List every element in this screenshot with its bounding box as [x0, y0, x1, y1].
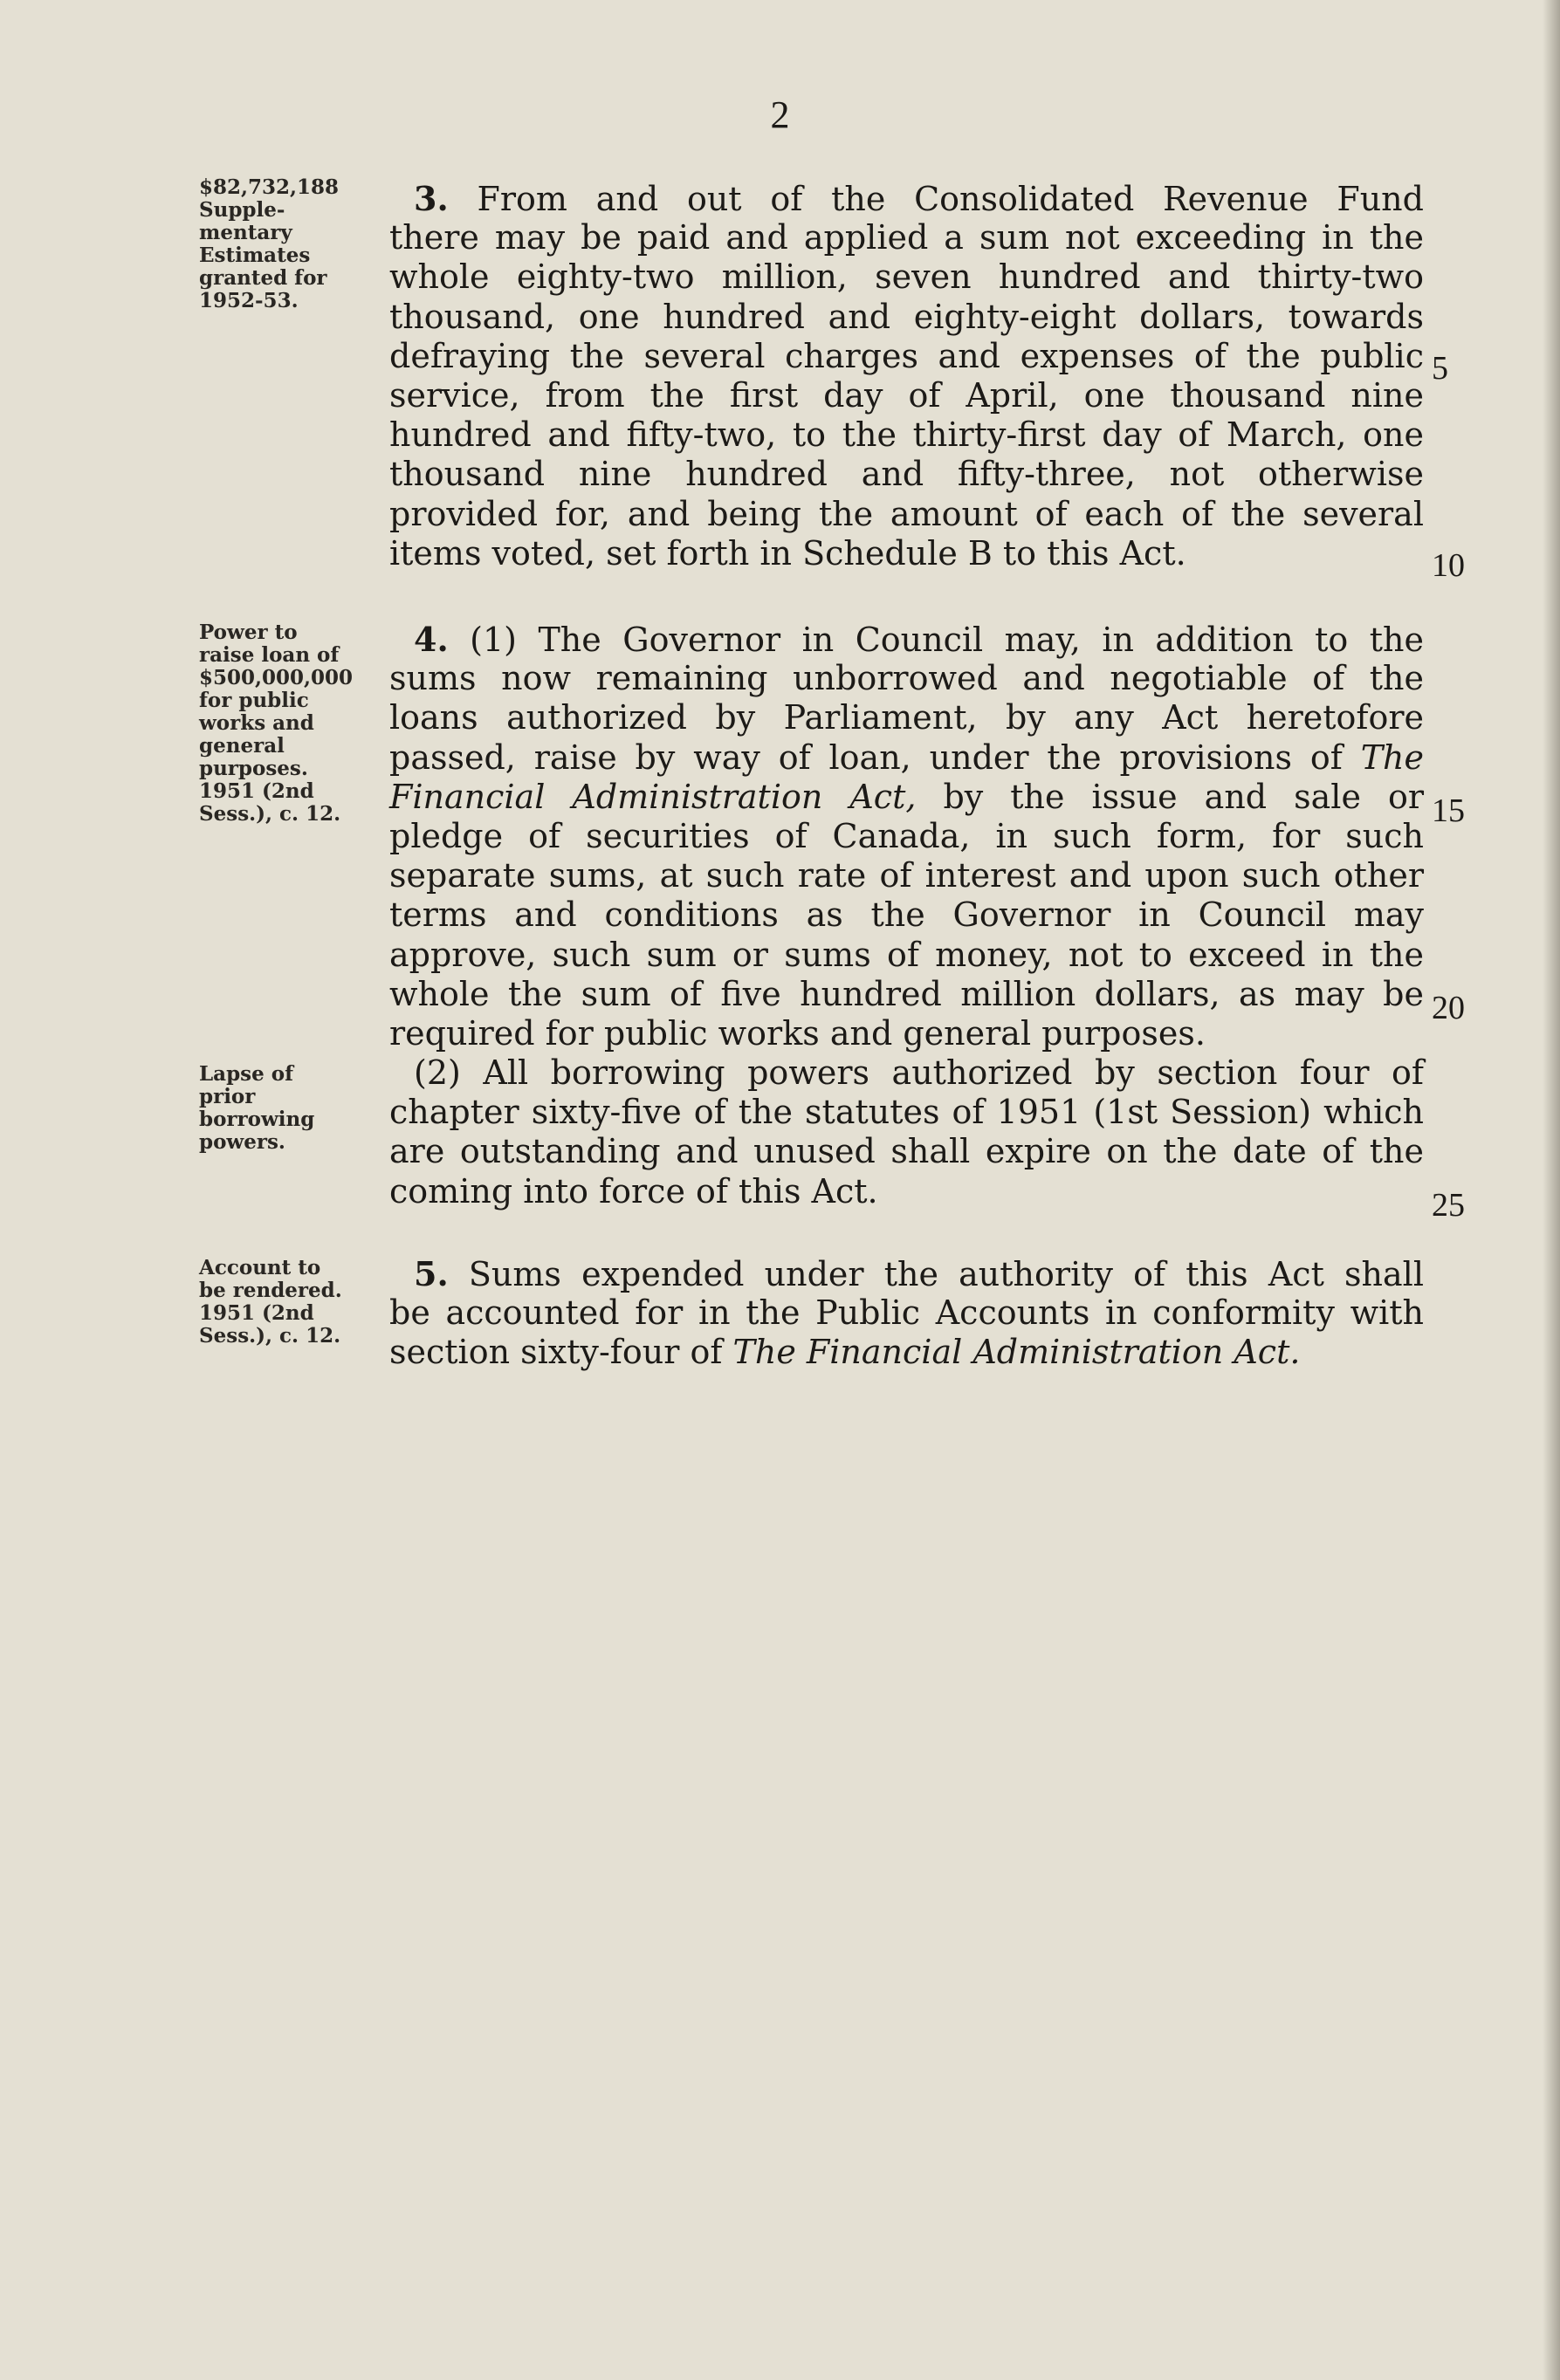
body-line: provided for, and being the amount of each of the several [389, 494, 1424, 533]
margin-note-line: mentary [199, 221, 292, 244]
margin-note-line: powers. [199, 1130, 285, 1154]
line-number: 20 [1432, 990, 1465, 1026]
body-line: hundred and fifty-two, to the thirty-first day of March, one [389, 415, 1424, 455]
margin-note-line: be rendered. [199, 1279, 342, 1302]
section-5-text [389, 1254, 1424, 1373]
body-line: 3. From and out of the Consolidated Revenue Fund [414, 179, 1424, 218]
margin-note-line: $500,000,000 [199, 666, 354, 689]
body-line: separate sums, at such rate of interest and upon such other [389, 856, 1424, 895]
body-line: there may be paid and applied a sum not exceeding in the [389, 218, 1424, 257]
margin-note-section-5 [199, 1257, 365, 1348]
margin-note-line: Estimates [199, 243, 311, 267]
page-number: 2 [770, 93, 790, 136]
section-4-text [389, 620, 1424, 1211]
body-line: chapter sixty-five of the statutes of 1951 (1st Session) which [389, 1093, 1424, 1132]
margin-note-line: 1951 (2nd [199, 1301, 314, 1325]
margin-note-line: $82,732,188 [199, 175, 340, 199]
margin-note-line: general [199, 734, 285, 758]
line-number: 10 [1432, 547, 1465, 584]
body-line: 5. Sums expended under the authority of this Act shall [414, 1254, 1424, 1293]
margin-note-section-3 [199, 176, 365, 312]
margin-note-line: Power to [199, 621, 298, 644]
body-line: items voted, set forth in Schedule B to this Act. [389, 533, 1186, 573]
body-line: loans authorized by Parliament, by any Act heretofore [389, 698, 1424, 737]
margin-note-line: Supple- [199, 198, 285, 222]
body-line: service, from the first day of April, one thousand nine [389, 375, 1424, 415]
body-line: whole eighty-two million, seven hundred and thirty-two [389, 257, 1424, 297]
body-line: coming into force of this Act. [389, 1171, 878, 1211]
page-edge-shadow [1543, 0, 1560, 2380]
section-number: 4. [414, 620, 449, 659]
body-line: (2) All borrowing powers authorized by section four of [414, 1053, 1424, 1093]
margin-note-line: for public [199, 689, 309, 712]
margin-note-line: raise loan of [199, 643, 340, 667]
section-3-text [389, 179, 1424, 573]
body-line: thousand, one hundred and eighty-eight dollars, towards [389, 297, 1424, 336]
margin-note-line: 1952-53. [199, 289, 299, 312]
margin-note-line: prior [199, 1085, 256, 1108]
section-number: 5. [414, 1254, 449, 1293]
body-line: section sixty-four of The Financial Administration Act. [389, 1333, 1301, 1372]
body-line: passed, raise by way of loan, under the provisions of The [389, 737, 1424, 777]
margin-note-line: purposes. [199, 757, 308, 780]
line-number: 5 [1432, 350, 1448, 387]
line-number: 25 [1432, 1187, 1465, 1224]
margin-note-line: borrowing [199, 1108, 315, 1131]
body-line: terms and conditions as the Governor in Council may [389, 895, 1424, 935]
body-line: 4. (1) The Governor in Council may, in addition to the [414, 620, 1424, 659]
margin-note-line: granted for [199, 266, 327, 290]
margin-note-line: 1951 (2nd [199, 779, 314, 803]
body-line: Financial Administration Act, by the issue and sale or [389, 777, 1424, 816]
margin-note-line: Lapse of [199, 1062, 293, 1086]
margin-note-section-4-2 [199, 1063, 365, 1154]
margin-note-line: Account to [199, 1256, 321, 1279]
body-line: pledge of securities of Canada, in such form, for such [389, 816, 1424, 855]
margin-note-line: Sess.), c. 12. [199, 1324, 341, 1348]
margin-note-line: Sess.), c. 12. [199, 802, 341, 826]
body-line: sums now remaining unborrowed and negotiable of the [389, 659, 1424, 698]
body-line: thousand nine hundred and fifty-three, not otherwise [389, 455, 1424, 494]
body-line: are outstanding and unused shall expire on the date of the [389, 1132, 1424, 1171]
section-number: 3. [414, 179, 449, 218]
line-number: 15 [1432, 792, 1465, 829]
margin-note-line: works and [199, 711, 314, 735]
body-line: be accounted for in the Public Accounts in conformity with [389, 1293, 1424, 1333]
body-line: required for public works and general purposes. [389, 1013, 1206, 1053]
body-line: defraying the several charges and expenses of the public [389, 336, 1424, 375]
margin-note-section-4 [199, 621, 365, 826]
body-line: approve, such sum or sums of money, not to exceed in the [389, 935, 1424, 974]
body-line: whole the sum of five hundred million dollars, as may be [389, 974, 1424, 1013]
